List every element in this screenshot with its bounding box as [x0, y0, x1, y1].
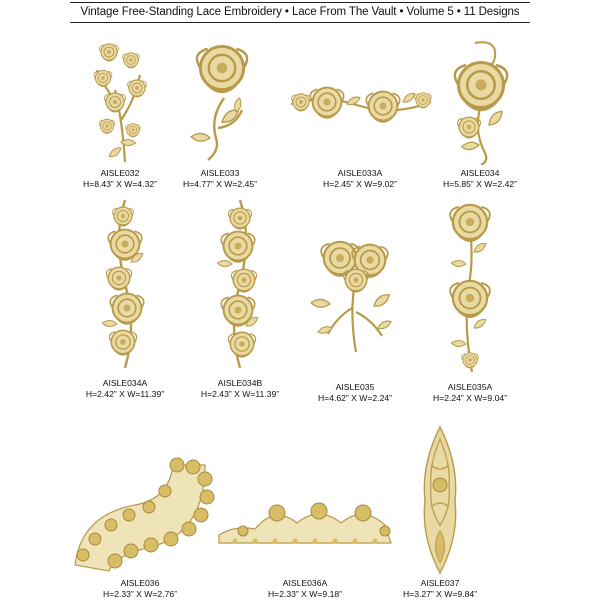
design-dimensions: H=2.33” X W=9.18”: [267, 588, 343, 599]
design-aisle033a[interactable]: [285, 80, 435, 189]
design-dimensions: H=4.62” X W=2.24”: [317, 392, 393, 403]
design-aisle037[interactable]: [402, 425, 478, 600]
scalloped-lace-border-icon: [215, 495, 395, 555]
vertical-floral-strip-icon: [95, 196, 155, 371]
design-aisle036a[interactable]: [215, 495, 395, 600]
design-aisle034b[interactable]: [200, 196, 280, 401]
floral-sprig-icon: [85, 30, 155, 170]
curved-scallop-lace-icon: [65, 455, 215, 575]
design-dimensions: H=2.43” X W=11.39”: [200, 388, 280, 399]
design-dimensions: H=5.85” X W=2.42”: [442, 178, 518, 189]
vertical-floral-strip-icon: [210, 196, 270, 371]
design-aisle035[interactable]: [310, 228, 400, 401]
page-title: Vintage Free-Standing Lace Embroidery • Lace From The Vault • Volume 5 • 11 Designs: [80, 6, 520, 18]
title-bottom-rule: [70, 22, 530, 23]
design-code: AISLE032: [100, 168, 140, 178]
design-dimensions: H=8.43” X W=4.32”: [82, 178, 158, 189]
design-aisle036[interactable]: [65, 455, 215, 600]
design-aisle034a[interactable]: [85, 196, 165, 401]
design-code: AISLE036: [120, 578, 160, 588]
rose-bouquet-icon: [310, 228, 400, 356]
design-dimensions: H=2.24” X W=9.04”: [432, 392, 508, 403]
design-dimensions: H=2.33” X W=2.76”: [102, 588, 178, 599]
vertical-rose-strip-icon: [440, 200, 500, 375]
single-flower-stem-icon: [180, 38, 260, 166]
design-dimensions: H=3.27” X W=9.84”: [402, 588, 478, 599]
title-top-rule: [70, 2, 530, 3]
design-aisle033[interactable]: [180, 38, 260, 189]
design-code: AISLE037: [420, 578, 460, 588]
design-code: AISLE035A: [447, 382, 493, 392]
design-dimensions: H=2.42” X W=11.39”: [85, 388, 165, 399]
design-dimensions: H=2.45” X W=9.02”: [322, 178, 398, 189]
design-code: AISLE034: [460, 168, 500, 178]
design-aisle034[interactable]: [442, 35, 518, 189]
design-code: AISLE035: [335, 382, 375, 392]
design-aisle035a[interactable]: [432, 200, 508, 403]
rose-swirl-icon: [445, 35, 515, 165]
design-code: AISLE033: [200, 168, 240, 178]
design-code: AISLE034A: [102, 378, 148, 388]
design-code: AISLE036A: [282, 578, 328, 588]
design-aisle032[interactable]: [82, 30, 158, 189]
design-code: AISLE033A: [337, 168, 383, 178]
design-code: AISLE034B: [217, 378, 263, 388]
design-dimensions: H=4.77” X W=2.45”: [182, 178, 258, 189]
horizontal-flower-border-icon: [285, 80, 435, 124]
damask-medallion-icon: [405, 425, 475, 575]
